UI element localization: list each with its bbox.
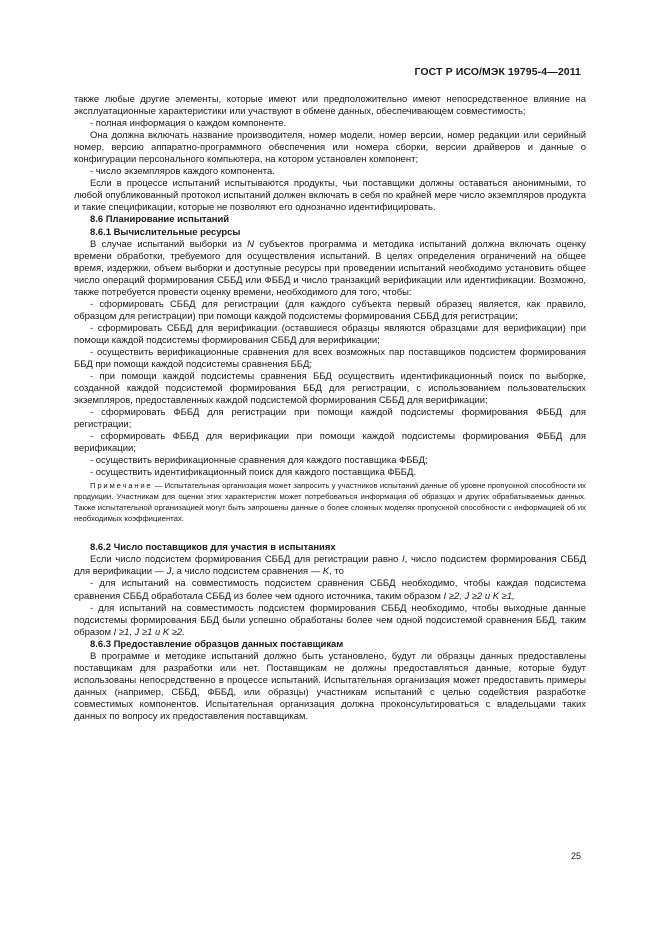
paragraph bbox=[74, 554, 586, 578]
variable-k: K bbox=[322, 566, 330, 578]
section-heading-8-6: 8.6 Планирование испытаний bbox=[90, 214, 230, 226]
list-item: - число экземпляров каждого компонента. bbox=[90, 166, 275, 178]
formula: I ≥1, J ≥1 и K ≥2. bbox=[113, 626, 185, 638]
text-run: , число подсистем формирования СББД для верификации — bbox=[74, 554, 586, 578]
paragraph: также любые другие элементы, которые имеют или предположительно имеют непосредственное влияние на эксплуатационные характеристики или участвуют в обмене данных, обеспечивающем совместимость; bbox=[74, 94, 586, 118]
paragraph: В программе и методике испытаний должно быть установлено, будут ли образцы данных предоставлены поставщикам для разработки или нет. Поставщикам не должны предоставляться данные, которые будут использованы непосредственно в процессе испытаний. Испытательная организация может предоставить примеры данных (например, СББД, ФББД, или образцы) участникам испытаний с целью содействия разработке совместимых компонентов. Испытательная организация должна проконсультироваться с владельцами таких данных по вопросу их предоставления поставщикам. bbox=[74, 650, 586, 722]
text-run: В случае испытаний выборки из bbox=[90, 238, 248, 250]
text-run: Если число подсистем формирования СББД для регистрации равно bbox=[90, 554, 402, 566]
text-run: , то bbox=[329, 566, 344, 578]
list-item: - сформировать СББД для регистрации (для каждого субъекта первый образец является, как правило, образцом для регистрации) при помощи каждой подсистемы формирования СББД для регистрации; bbox=[74, 298, 586, 322]
list-item bbox=[74, 578, 586, 602]
text-run: субъектов программа и методика испытаний должна включать оценку времени обработки, требуемого для осуществления испытаний. В целях определения ограничений на общее время, издержки, объем выборки и доступные ресурсы при проведении испытаний необходимо установить общее число операций формирования СББД или ФББД и число транзакций верификации или идентификации. Возможно, также потребуется провести оценку времени, необходимого для того, чтобы: bbox=[74, 238, 586, 298]
list-item: - сформировать СББД для верификации (оставшиеся образцы являются образцами для верификации) при помощи каждой подсистемы формирования СББД для верификации; bbox=[74, 322, 586, 346]
list-item: - осуществить верификационные сравнения для каждого поставщика ФББД; bbox=[90, 455, 428, 467]
section-heading-8-6-1: 8.6.1 Вычислительные ресурсы bbox=[90, 226, 241, 238]
page-number: 25 bbox=[571, 851, 582, 861]
variable-i: I bbox=[402, 554, 405, 566]
list-item: - сформировать ФББД для регистрации при помощи каждой подсистемы формирования ФББД для регистрации; bbox=[74, 407, 586, 431]
list-item: - осуществить идентификационный поиск для каждого поставщика ФББД. bbox=[90, 467, 417, 479]
formula: I ≥2, J ≥2 и K ≥1, bbox=[443, 590, 515, 602]
section-heading-8-6-3: 8.6.3 Предоставление образцов данных поставщикам bbox=[90, 638, 344, 650]
note-label: Примечание bbox=[90, 480, 153, 490]
page-content bbox=[74, 94, 586, 723]
note bbox=[74, 480, 586, 525]
text-run: - для испытаний на совместимость подсистем сравнения СББД необходимо, чтобы каждая подсистема сравнения СББД обработала СББД из более чем одного источника, таким образом bbox=[74, 578, 586, 602]
variable-n: N bbox=[247, 238, 254, 250]
list-item: - при помощи каждой подсистемы сравнения ББД осуществить идентификационный поиск по выборке, созданной каждой подсистемой формирования ББД для регистрации, с использованием пользовательских экземпляров, предоставленных каждой подсистемой формирования СББД для верификации; bbox=[74, 371, 586, 407]
paragraph: Она должна включать название производителя, номер модели, номер версии, номер редакции или серийный номер, версию аппаратно-программного обеспечения или номера сборки, версии драйверов и данные о конфигурации персонального компьютера, на котором установлен компонент; bbox=[74, 130, 586, 166]
paragraph: Если в процессе испытаний испытываются продукты, чьи поставщики должны оставаться анонимными, то любой опубликованный протокол испытаний должен включать в себя по крайней мере число экземпляров продукта и такие спецификации, которые не позволяют его однозначно идентифицировать. bbox=[74, 178, 586, 214]
note-text: — Испытательная организация может запросить у участников испытаний данные об уровне пропускной способности их продукции. Участникам для оценки этих характеристик может потребоваться информация об образцах и других обрабатываемых данных. Также испытательной организацией могут быть запрошены данные о более сложных моделях пропускной способности с информацией об их необходимых коэффициентах. bbox=[74, 480, 586, 524]
list-item bbox=[74, 603, 586, 639]
list-item: - сформировать ФББД для верификации при помощи каждой подсистемы формирования ФББД для верификации; bbox=[74, 431, 586, 455]
paragraph bbox=[74, 239, 586, 299]
list-item: - осуществить верификационные сравнения для всех возможных пар поставщиков подсистем формирования ББД при помощи каждой подсистемы сравнения ББД; bbox=[74, 346, 586, 371]
document-id-header: ГОСТ Р ИСО/МЭК 19795-4—2011 bbox=[414, 66, 581, 78]
section-heading-8-6-2: 8.6.2 Число поставщиков для участия в испытаниях bbox=[90, 542, 336, 554]
text-run: - для испытаний на совместимость подсистем формирования СББД необходимо, чтобы выходные данные подсистемы формирования ББД были успешно обработаны более чем одной подсистемой сравнения ББД, таким образом bbox=[74, 602, 586, 638]
list-item: - полная информация о каждом компоненте. bbox=[90, 118, 287, 130]
variable-j: J bbox=[166, 566, 172, 578]
text-run: , а число подсистем сравнения — bbox=[171, 566, 323, 578]
